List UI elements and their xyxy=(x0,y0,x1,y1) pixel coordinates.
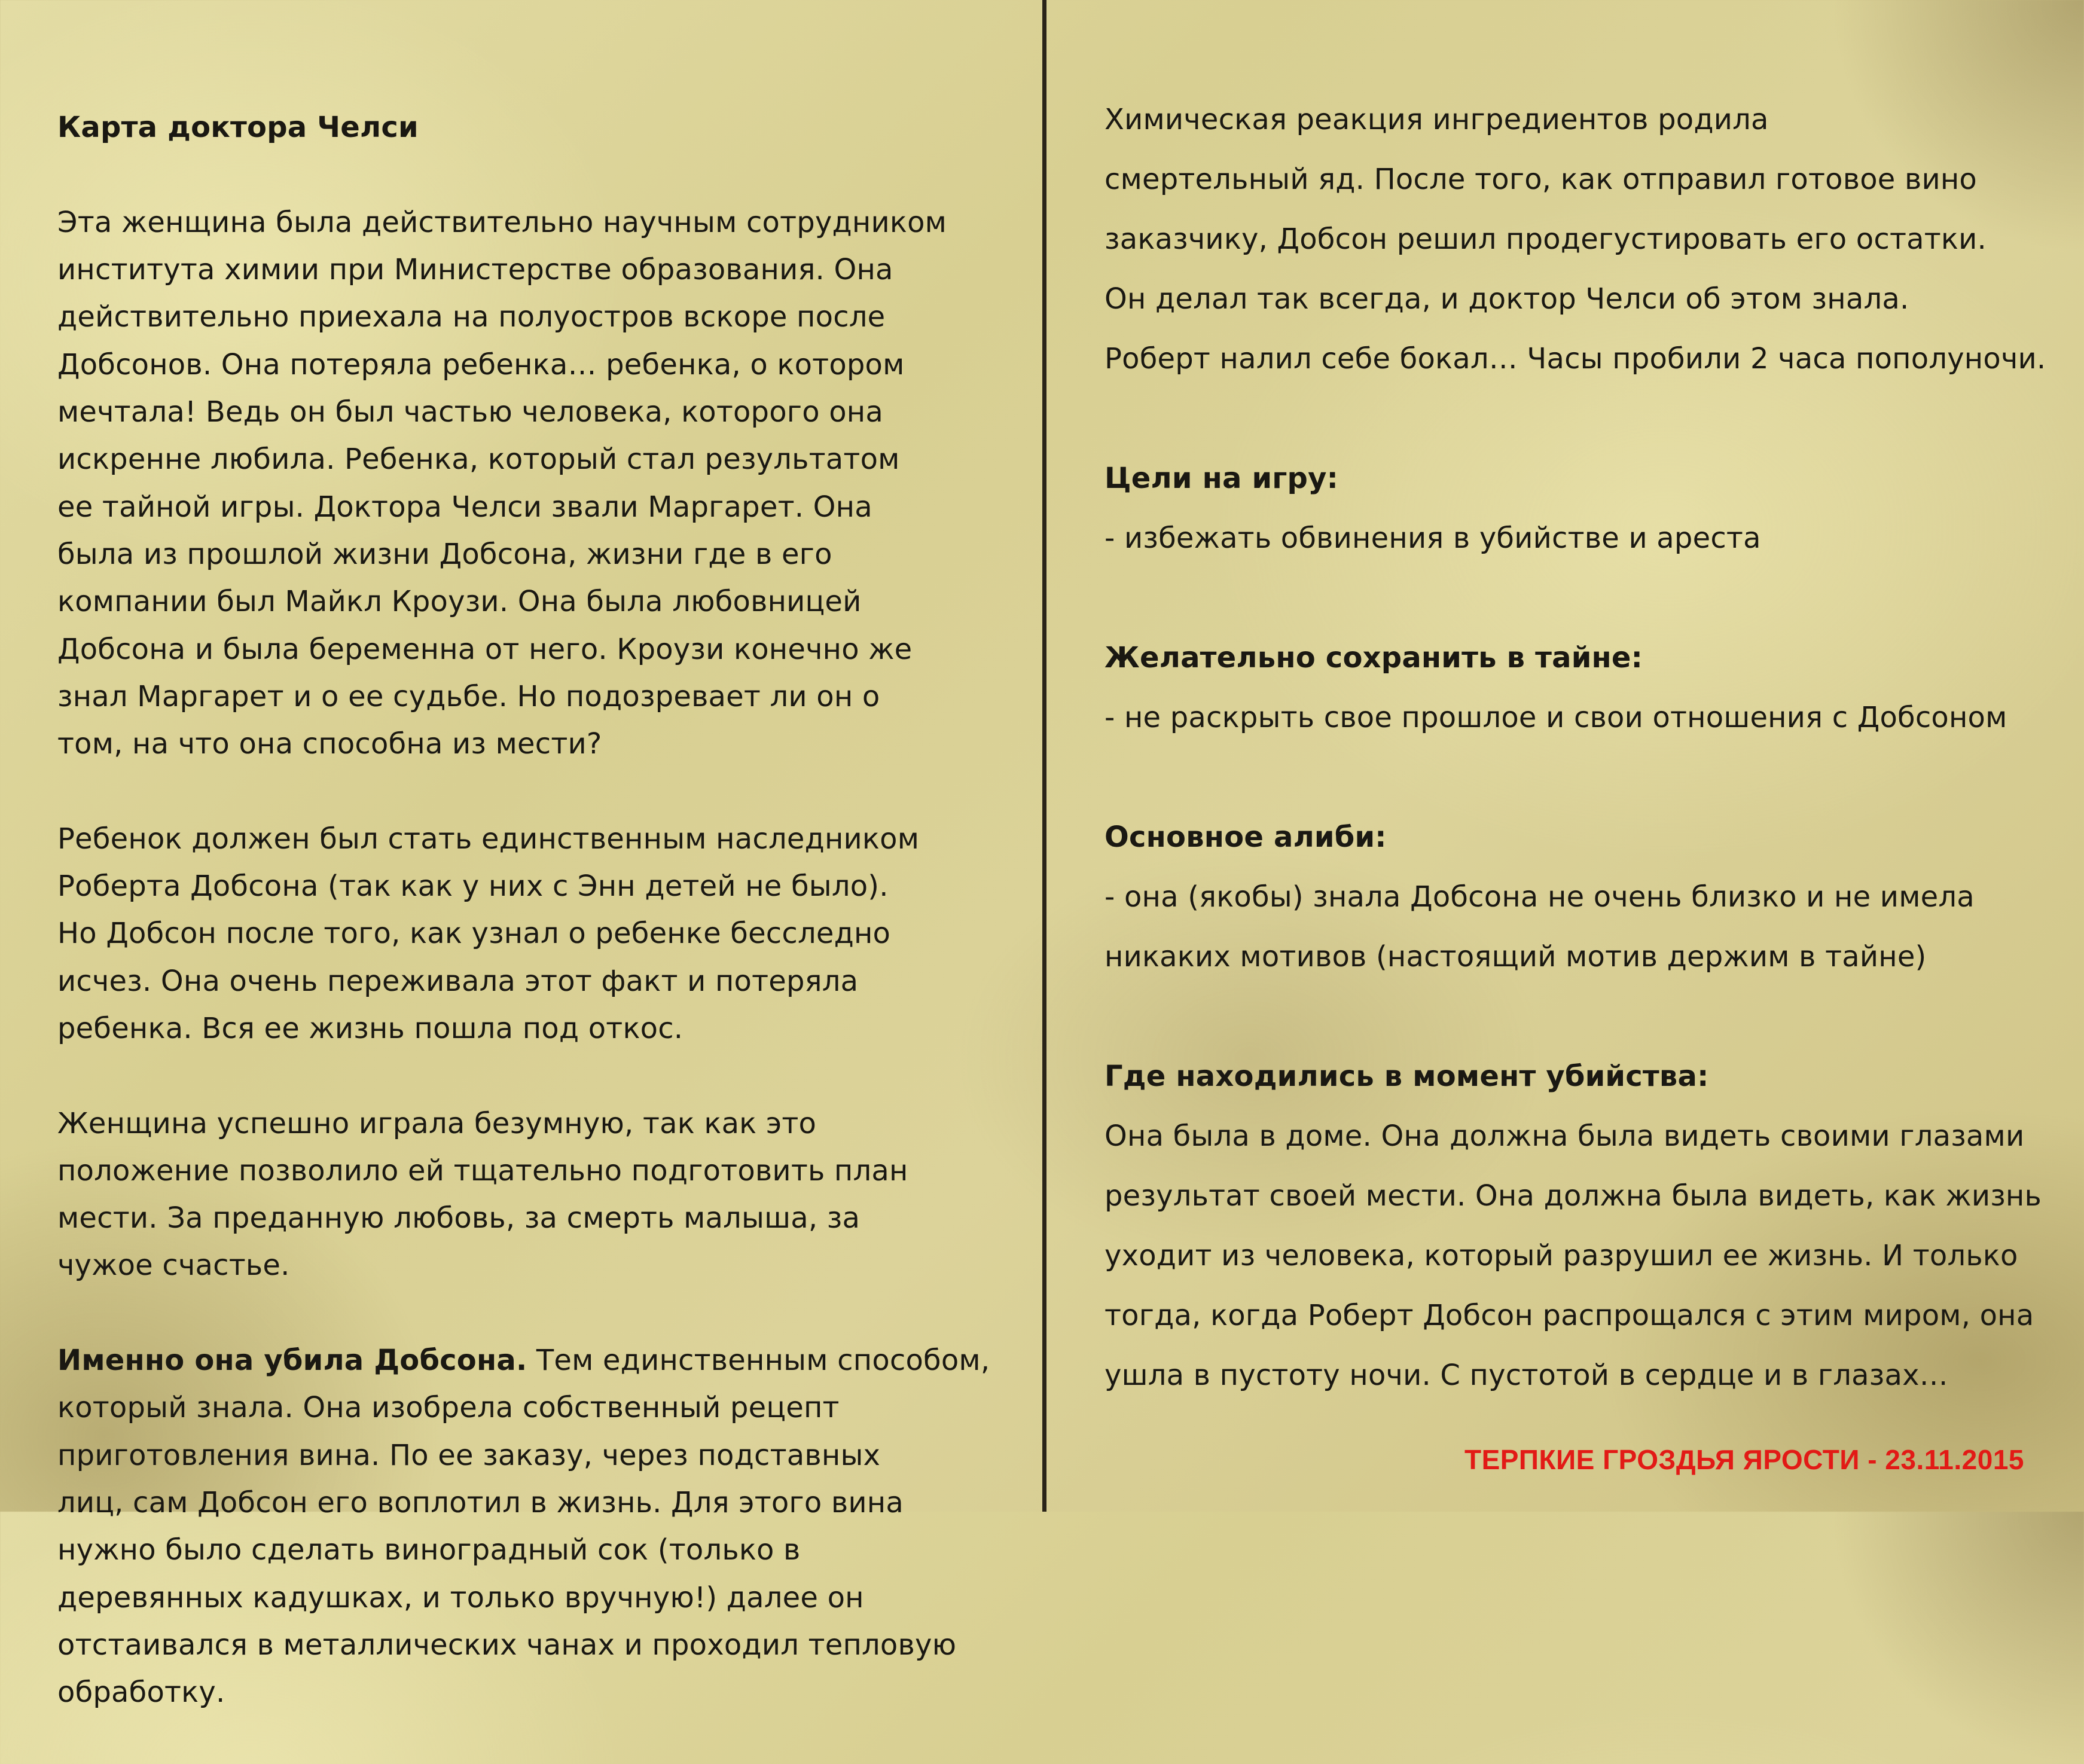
reaction-line: Химическая реакция ингредиентов родила xyxy=(1104,103,1769,136)
alibi-heading: Основное алиби: xyxy=(1104,820,1387,854)
goals-heading: Цели на игру: xyxy=(1104,462,1339,495)
spacer xyxy=(1104,987,2048,1046)
murder-details: Тем единственным способом, который знала. Она изобрела собственный рецепт приготовления вина. По ее заказу, через подставных лиц, сам Добсон его воплотил в жизнь. Для этого вина нужно было сделать виноградный сок (только в деревянных кадушках, и только вручную!) далее он отстаивался в металлических чанах и проходил тепловую обработку. xyxy=(57,1344,990,1710)
location-line: результат своей мести. Она должна была видеть, как жизнь xyxy=(1104,1179,2042,1213)
location-line: тогда, когда Роберт Добсон распрощался с этим миром, она xyxy=(1104,1299,2034,1332)
location-section xyxy=(1104,1046,2048,1405)
location-line: ушла в пустоту ночи. С пустотой в сердце и в глазах… xyxy=(1104,1359,1948,1392)
reaction-line: заказчику, Добсон решил продегустировать его остатки. xyxy=(1104,222,1987,256)
secret-item: - не раскрыть свое прошлое и свои отношения с Добсоном xyxy=(1104,701,2007,734)
right-page xyxy=(1049,0,2084,1512)
page-divider xyxy=(1042,0,1046,1512)
paragraph-madness: Женщина успешно играла безумную, так как это положение позволило ей тщательно подготовить план мести. За преданную любовь, за смерть малыша, за чужое счастье. xyxy=(57,1106,908,1283)
alibi-line: - она (якобы) знала Добсона не очень близко и не имела xyxy=(1104,880,1975,914)
location-line: уходит из человека, который разрушил ее жизнь. И только xyxy=(1104,1239,2018,1272)
right-text-block xyxy=(1104,90,2048,1405)
murder-statement: Именно она убила Добсона. xyxy=(57,1344,527,1378)
spacer xyxy=(1104,389,2048,448)
location-heading: Где находились в момент убийства: xyxy=(1104,1060,1709,1093)
location-line: Она была в доме. Она должна была видеть своими глазами xyxy=(1104,1119,2025,1153)
reaction-paragraph xyxy=(1104,90,2048,389)
spacer xyxy=(1104,568,2048,628)
goals-section xyxy=(1104,448,2048,568)
alibi-line: никаких мотивов (настоящий мотив держим в тайне) xyxy=(1104,940,1927,973)
paragraph-intro: Эта женщина была действительно научным сотрудником института химии при Министерстве образования. Она действительно приехала на полуостров вскоре после Добсонов. Она потеряла ребенка… ребенка, о котором мечтала! Ведь он был частью человека, которого она искренне любила. Ребенка, который стал результатом ее тайной игры. Доктора Челси звали Маргарет. Она была из прошлой жизни Добсона, жизни где в его компании был Майкл Кроузи. Она была любовницей Добсона и была беременна от него. Кроузи конечно же знал Маргарет и о ее судьбе. Но подозревает ли он о том, на что она способна из мести? xyxy=(57,205,947,761)
event-title: ТЕРПКИЕ ГРОЗДЬЯ ЯРОСТИ - 23.11.2015 xyxy=(1464,1444,2024,1475)
paragraph-murder xyxy=(57,1337,1008,1716)
reaction-line: смертельный яд. После того, как отправил готовое вино xyxy=(1104,163,1977,196)
secret-section xyxy=(1104,628,2048,747)
reaction-line: Он делал так всегда, и доктор Челси об этом знала. xyxy=(1104,282,1909,316)
secret-heading: Желательно сохранить в тайне: xyxy=(1104,641,1643,675)
alibi-section xyxy=(1104,807,2048,987)
left-text-block xyxy=(57,57,1008,1764)
paragraph-child: Ребенок должен был стать единственным наследником Роберта Добсона (так как у них с Энн детей не было). Но Добсон после того, как узнал о ребенке бесследно исчез. Она очень переживала этот факт и потеряла ребенка. Вся ее жизнь пошла под откос. xyxy=(57,822,920,1045)
goals-item: - избежать обвинения в убийстве и ареста xyxy=(1104,521,1761,555)
reaction-line: Роберт налил себе бокал… Часы пробили 2 часа пополуночи. xyxy=(1104,342,2046,376)
left-page xyxy=(0,0,1043,1710)
spacer xyxy=(1104,747,2048,807)
card-title: Карта доктора Челси xyxy=(57,111,419,145)
